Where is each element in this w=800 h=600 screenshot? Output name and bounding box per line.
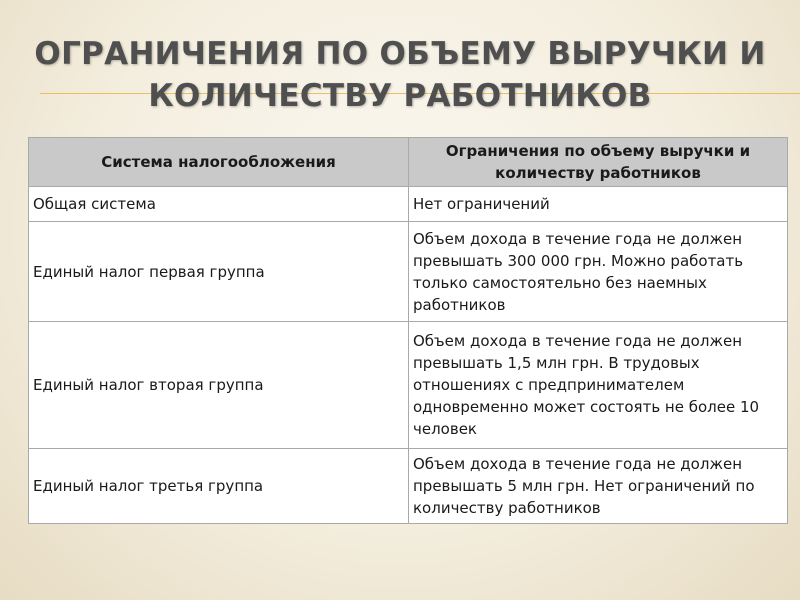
table-row — [29, 222, 788, 322]
cell-limits: Объем дохода в течение года не должен превышать 300 000 грн. Можно работать только самостоятельно без наемных работников — [409, 222, 788, 322]
header-limits: Ограничения по объему выручки и количеству работников — [409, 138, 788, 187]
cell-limits: Нет ограничений — [409, 187, 788, 222]
cell-tax-system: Общая система — [29, 187, 409, 222]
tax-limits-table — [28, 137, 788, 524]
slide-title-line-1: ОГРАНИЧЕНИЯ ПО ОБЪЕМУ ВЫРУЧКИ И — [34, 36, 766, 72]
table-row — [29, 322, 788, 449]
table-header-row — [29, 138, 788, 187]
header-tax-system: Система налогообложения — [29, 138, 409, 187]
slide-title-line-2: КОЛИЧЕСТВУ РАБОТНИКОВ — [148, 78, 652, 114]
table-row — [29, 187, 788, 222]
cell-limits: Объем дохода в течение года не должен превышать 5 млн грн. Нет ограничений по количеству работников — [409, 449, 788, 524]
table-row — [29, 449, 788, 524]
cell-limits: Объем дохода в течение года не должен превышать 1,5 млн грн. В трудовых отношениях с предпринимателем одновременно может состоять не более 10 человек — [409, 322, 788, 449]
cell-tax-system: Единый налог первая группа — [29, 222, 409, 322]
cell-tax-system: Единый налог третья группа — [29, 449, 409, 524]
cell-tax-system: Единый налог вторая группа — [29, 322, 409, 449]
